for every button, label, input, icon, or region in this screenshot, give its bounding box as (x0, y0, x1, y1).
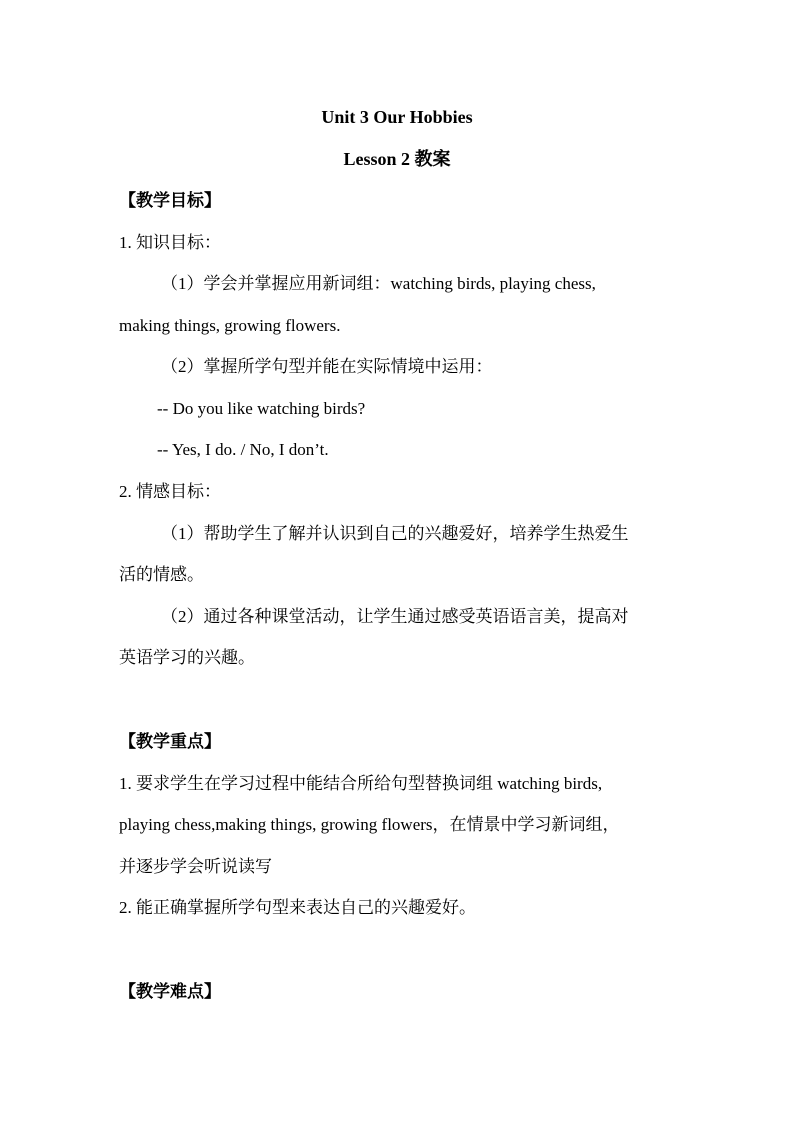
knowledge-item-2: （2）掌握所学句型并能在实际情境中运用： (161, 357, 493, 376)
objectives-heading: 【教学目标】 (119, 191, 221, 210)
emotion-item-2-line-2: 英语学习的兴趣。 (119, 648, 255, 667)
key-point-1-line-2: playing chess,making things, growing flowers，在情景中学习新词组， (119, 815, 620, 834)
emotion-item-1-line-2: 活的情感。 (119, 565, 204, 584)
emotion-objective-label: 2. 情感目标： (119, 482, 221, 501)
dialog-answer: -- Yes, I do. / No, I don’t. (157, 440, 329, 459)
emotion-item-1-line-1: （1）帮助学生了解并认识到自己的兴趣爱好，培养学生热爱生 (161, 524, 629, 543)
knowledge-item-1-line-1: （1）学会并掌握应用新词组：watching birds, playing chess, (161, 274, 596, 293)
dialog-question: -- Do you like watching birds? (157, 399, 366, 418)
knowledge-objective-label: 1. 知识目标： (119, 233, 221, 252)
document-subtitle: Lesson 2 教案 (343, 149, 451, 169)
key-point-1-line-3: 并逐步学会听说读写 (119, 857, 272, 876)
difficulties-heading: 【教学难点】 (119, 982, 221, 1001)
key-point-2: 2. 能正确掌握所学句型来表达自己的兴趣爱好。 (119, 898, 476, 917)
knowledge-item-1-line-2: making things, growing flowers. (119, 316, 341, 335)
key-point-1-line-1: 1. 要求学生在学习过程中能结合所给句型替换词组 watching birds, (119, 774, 603, 793)
document-title: Unit 3 Our Hobbies (321, 107, 473, 127)
emotion-item-2-line-1: （2）通过各种课堂活动，让学生通过感受英语语言美，提高对 (161, 607, 629, 626)
key-points-heading: 【教学重点】 (119, 732, 221, 751)
